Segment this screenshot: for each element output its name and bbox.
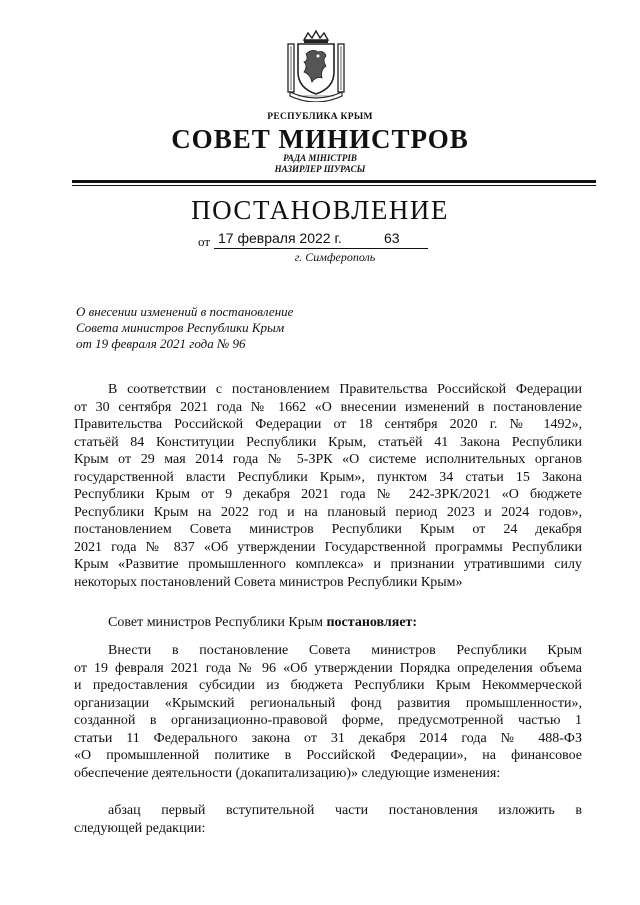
amendment-paragraph <box>74 642 582 782</box>
resolves-text: Совет министров Республики Крым <box>108 615 327 630</box>
subject-line: О внесении изменений в постановление <box>76 304 294 319</box>
date-underline <box>214 248 428 249</box>
document-number: 63 <box>384 230 400 246</box>
paragraph-line: следующей редакции: <box>74 820 206 836</box>
paragraph-line: организации «Крымский региональный фонд развития промышленности», <box>74 695 582 711</box>
header-divider-thin <box>72 185 596 186</box>
date-prefix: от <box>198 234 211 249</box>
city: г. Симферополь <box>294 250 376 264</box>
paragraph-line: абзац первый вступительной части постановления изложить в <box>108 803 582 818</box>
paragraph-line: и предоставления субсидии из бюджета Республики Крым Некоммерческой <box>74 678 582 693</box>
paragraph-line: Республики Крым от 9 декабря 2021 года № 242-ЗРК/2021 «О бюджете <box>74 487 582 502</box>
paragraph-line: Внести в постановление Совета министров Республики Крым <box>108 643 582 658</box>
paragraph-line: статьёй 84 Конституции Республики Крым, статьёй 41 Закона Республики <box>74 434 582 450</box>
paragraph-line: обеспечение деятельности (докапитализацию)» следующие изменения: <box>74 765 501 781</box>
paragraph-line: некоторых постановлений Совета министров Республики Крым» <box>74 574 463 590</box>
council-name: СОВЕТ МИНИСТРОВ <box>171 124 469 154</box>
subject-line: Совета министров Республики Крым <box>76 320 285 335</box>
paragraph-line: Крым от 29 мая 2014 года № 5-ЗРК «О системе исполнительных органов <box>74 452 582 467</box>
item-paragraph <box>74 802 582 837</box>
preamble-paragraph <box>74 381 582 591</box>
subject-line: от 19 февраля 2021 года № 96 <box>76 336 246 351</box>
paragraph-line: от 19 февраля 2021 года № 96 «Об утверждении Порядка определения объема <box>74 660 582 676</box>
date-number-line <box>198 230 428 252</box>
paragraph-line: В соответствии с постановлением Правительства Российской Федерации <box>108 382 582 397</box>
coat-of-arms-icon <box>282 30 350 102</box>
paragraph-line: «О промышленной политике в Российской Федерации», на финансовое <box>74 748 582 763</box>
council-name-ukrainian: РАДА МІНІСТРІВ <box>283 153 357 163</box>
paragraph-line: государственной власти Республики Крым», пунктом 34 статьи 15 Закона <box>74 469 582 485</box>
paragraph-line: созданной в организационно-правовой форме, предусмотренной частью 1 <box>74 713 582 728</box>
paragraph-line: 2021 года № 837 «Об утверждении Государственной программы Республики <box>74 539 582 555</box>
council-name-crimean-tatar: НАЗИРЛЕР ШУРАСЫ <box>274 164 366 174</box>
document-date: 17 февраля 2022 г. <box>218 230 342 246</box>
paragraph-line: Правительства Российской Федерации от 18 сентября 2020 г. № 1492», <box>74 417 582 432</box>
document-title: ПОСТАНОВЛЕНИЕ <box>191 195 449 225</box>
paragraph-line: от 30 сентября 2021 года № 1662 «О внесении изменений в постановление <box>74 399 582 415</box>
resolves-paragraph <box>74 614 582 632</box>
paragraph-line: Крым «Развитие промышленного комплекса» и признании утратившими силу <box>74 557 582 572</box>
republic-name: РЕСПУБЛИКА КРЫМ <box>267 112 373 122</box>
paragraph-line: постановлением Совета министров Республики Крым от 24 декабря <box>74 522 582 537</box>
paragraph-line: Республики Крым на 2022 год и на плановый период 2023 и 2024 годов», <box>74 504 582 520</box>
header-divider-thick <box>72 180 596 183</box>
document-subject <box>76 304 376 352</box>
paragraph-line: статьи 11 Федерального закона от 31 декабря 2014 года № 488-ФЗ <box>74 730 582 746</box>
resolves-keyword: постановляет: <box>326 615 418 630</box>
